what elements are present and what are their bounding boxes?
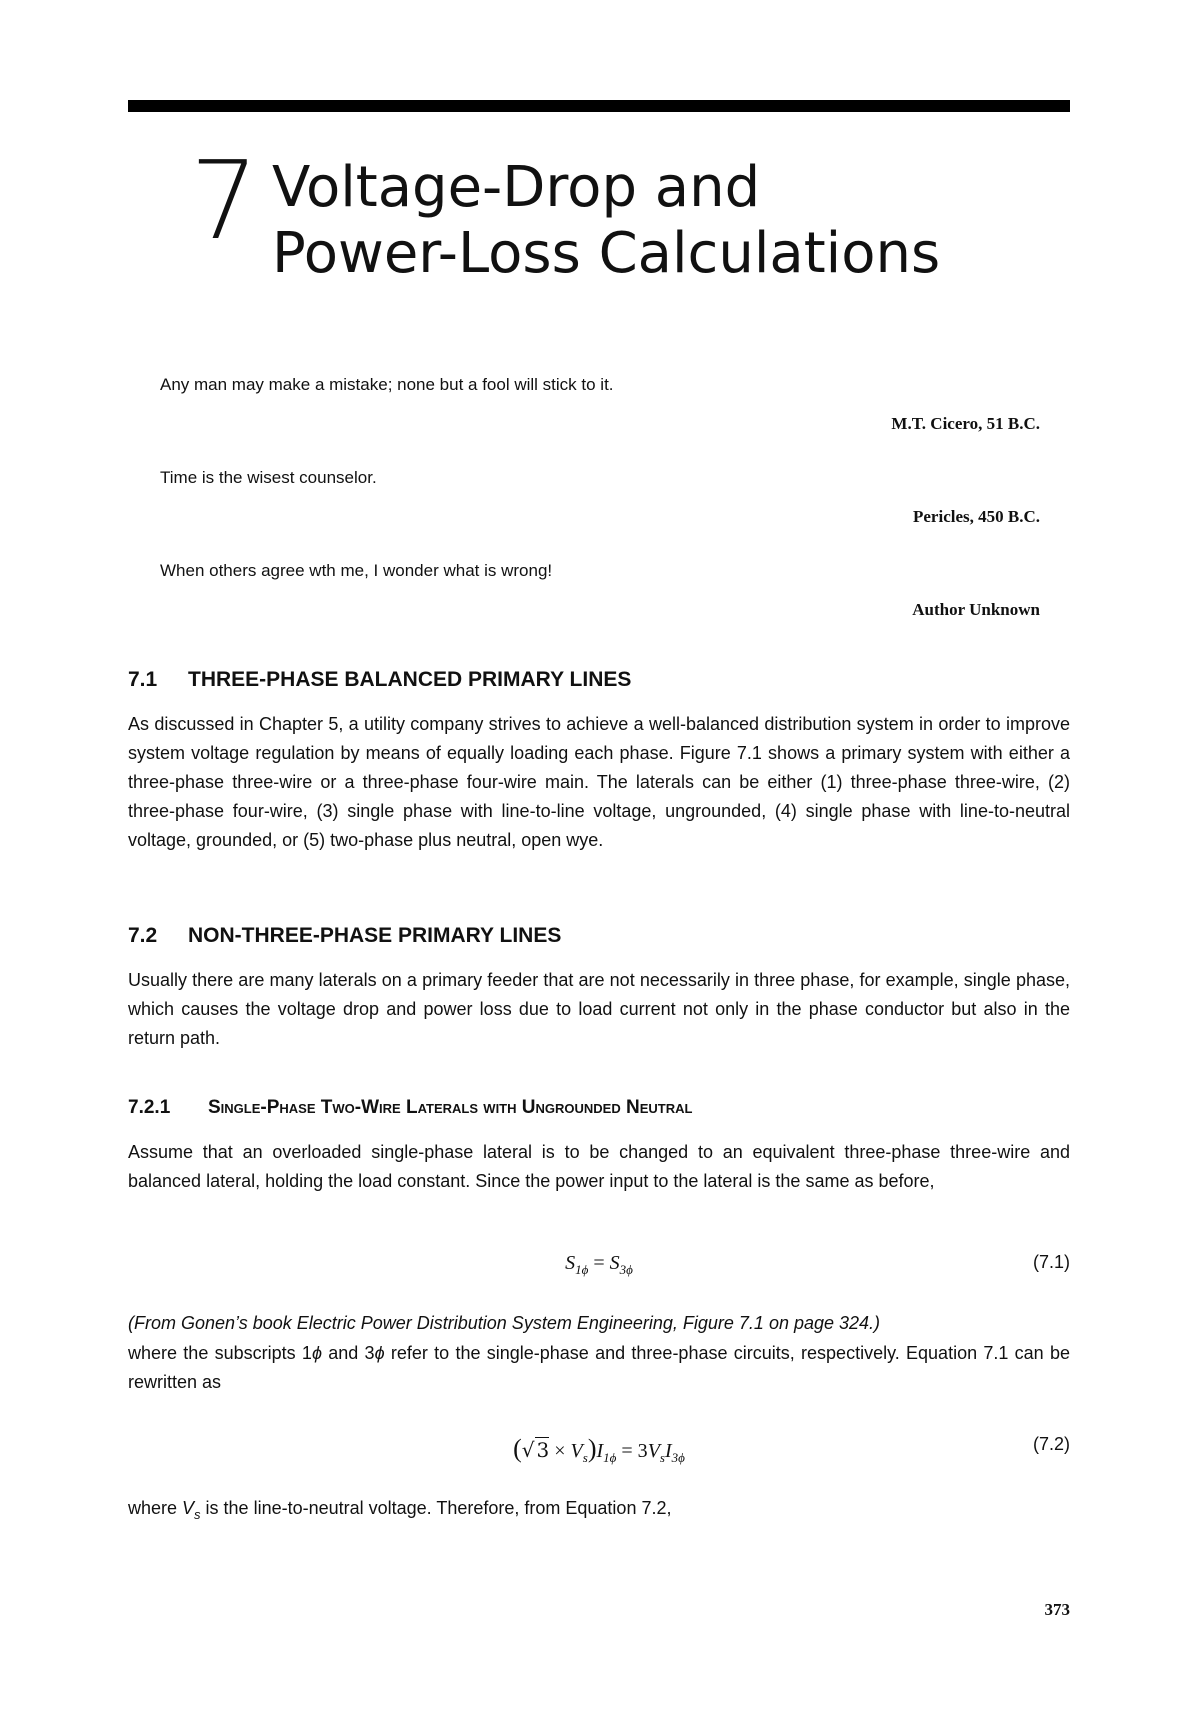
text-run: is the line-to-neutral voltage. Therefore, from Equation 7.2, bbox=[200, 1498, 672, 1518]
eq-term: S bbox=[609, 1252, 620, 1274]
equation-number: (7.2) bbox=[1032, 1434, 1070, 1454]
section-number: 7.1 bbox=[128, 668, 158, 691]
eq-subscript: 1ϕ bbox=[603, 1450, 617, 1465]
eq-term: V bbox=[570, 1440, 583, 1462]
top-rule bbox=[128, 100, 1070, 112]
section-heading-7-1 bbox=[128, 668, 631, 692]
eq-operator: × bbox=[549, 1440, 571, 1462]
text-run: where bbox=[128, 1498, 183, 1518]
eq-operator: = 3 bbox=[616, 1440, 648, 1462]
sqrt-argument: 3 bbox=[536, 1438, 550, 1462]
subsection-number: 7.2.1 bbox=[128, 1097, 171, 1118]
eq-term: I bbox=[664, 1440, 672, 1462]
equation-number: (7.1) bbox=[1032, 1252, 1070, 1272]
paragraph-final bbox=[128, 1494, 1070, 1529]
eq-operator: = bbox=[588, 1252, 610, 1274]
section-number: 7.2 bbox=[128, 924, 158, 947]
epigraph-attribution-3: Author Unknown bbox=[912, 600, 1040, 619]
eq-paren: ) bbox=[587, 1434, 597, 1463]
epigraph-quote-1: Any man may make a mistake; none but a fool will stick to it. bbox=[160, 375, 614, 394]
section-title: THREE-PHASE BALANCED PRIMARY LINES bbox=[188, 668, 632, 691]
equation-expression bbox=[128, 1434, 1070, 1466]
eq-subscript: 3ϕ bbox=[619, 1262, 633, 1277]
equation-expression bbox=[128, 1252, 1070, 1278]
text-run: refer to the single-phase and three-phase circuits, respectively. Equation 7.1 can be rewritten as bbox=[128, 1343, 1070, 1392]
eq-subscript: s bbox=[582, 1450, 588, 1465]
section-heading-7-2 bbox=[128, 924, 561, 948]
eq-subscript: 1ϕ bbox=[575, 1262, 589, 1277]
chapter-title-line1: Voltage-Drop and bbox=[272, 155, 761, 220]
eq-term: V bbox=[647, 1440, 660, 1462]
equation-7-1 bbox=[128, 1248, 1070, 1282]
chapter-number: 7 bbox=[190, 139, 259, 264]
eq-term: I bbox=[596, 1440, 604, 1462]
epigraph-quote-2: Time is the wisest counselor. bbox=[160, 468, 377, 487]
section-title: NON-THREE-PHASE PRIMARY LINES bbox=[188, 924, 562, 947]
source-note: (From Gonen’s book Electric Power Distribution System Engineering, Figure 7.1 on page 324.) bbox=[128, 1313, 881, 1333]
eq-subscript: s bbox=[194, 1507, 201, 1522]
phi-symbol: ϕ bbox=[374, 1343, 385, 1363]
eq-term: S bbox=[565, 1252, 576, 1274]
chapter-title-line2: Power-Loss Calculations bbox=[272, 221, 941, 286]
subsection-title: Single-Phase Two-Wire Laterals with Ungrounded Neutral bbox=[208, 1097, 693, 1118]
equation-7-2 bbox=[128, 1430, 1070, 1464]
phi-symbol: ϕ bbox=[311, 1343, 322, 1363]
section-7-1-body: As discussed in Chapter 5, a utility company strives to achieve a well-balanced distribution system in order to improve system voltage regulation by means of equally loading each phase. Figure 7.1 shows a primary system with either a three-phase three-wire or a three-phase four-wire main. The laterals can be either (1) three-phase three-wire, (2) three-phase four-wire, (3) single phase with line-to-line voltage, ungrounded, (4) single phase with line-to-neutral voltage, grounded, or (5) two-phase plus neutral, open wye. bbox=[128, 714, 1070, 850]
paragraph-after-eq1 bbox=[128, 1339, 1070, 1397]
page-number: 373 bbox=[1044, 1600, 1070, 1619]
section-7-2-1-body: Assume that an overloaded single-phase lateral is to be changed to an equivalent three-phase three-wire and balanced lateral, holding the load constant. Since the power input to the lateral is the same as before, bbox=[128, 1142, 1070, 1191]
eq-subscript: 3ϕ bbox=[671, 1450, 685, 1465]
eq-subscript: s bbox=[659, 1450, 665, 1465]
epigraph-quote-3: When others agree wth me, I wonder what is wrong! bbox=[160, 561, 553, 580]
eq-term: V bbox=[182, 1498, 195, 1518]
sqrt-symbol: √ 3 bbox=[521, 1438, 550, 1462]
epigraph-attribution-2: Pericles, 450 B.C. bbox=[913, 507, 1040, 526]
section-7-2-body: Usually there are many laterals on a primary feeder that are not necessarily in three phase, for example, single phase, which causes the voltage drop and power loss due to load current not only in the phase conductor but also in the return path. bbox=[128, 970, 1070, 1048]
eq-paren: ( bbox=[513, 1434, 522, 1463]
chapter-title bbox=[272, 155, 940, 287]
epigraph-attribution-1: M.T. Cicero, 51 B.C. bbox=[891, 414, 1040, 433]
text-run: where the subscripts 1 bbox=[128, 1343, 312, 1363]
text-run: and 3 bbox=[321, 1343, 375, 1363]
subsection-heading-7-2-1 bbox=[128, 1097, 692, 1119]
